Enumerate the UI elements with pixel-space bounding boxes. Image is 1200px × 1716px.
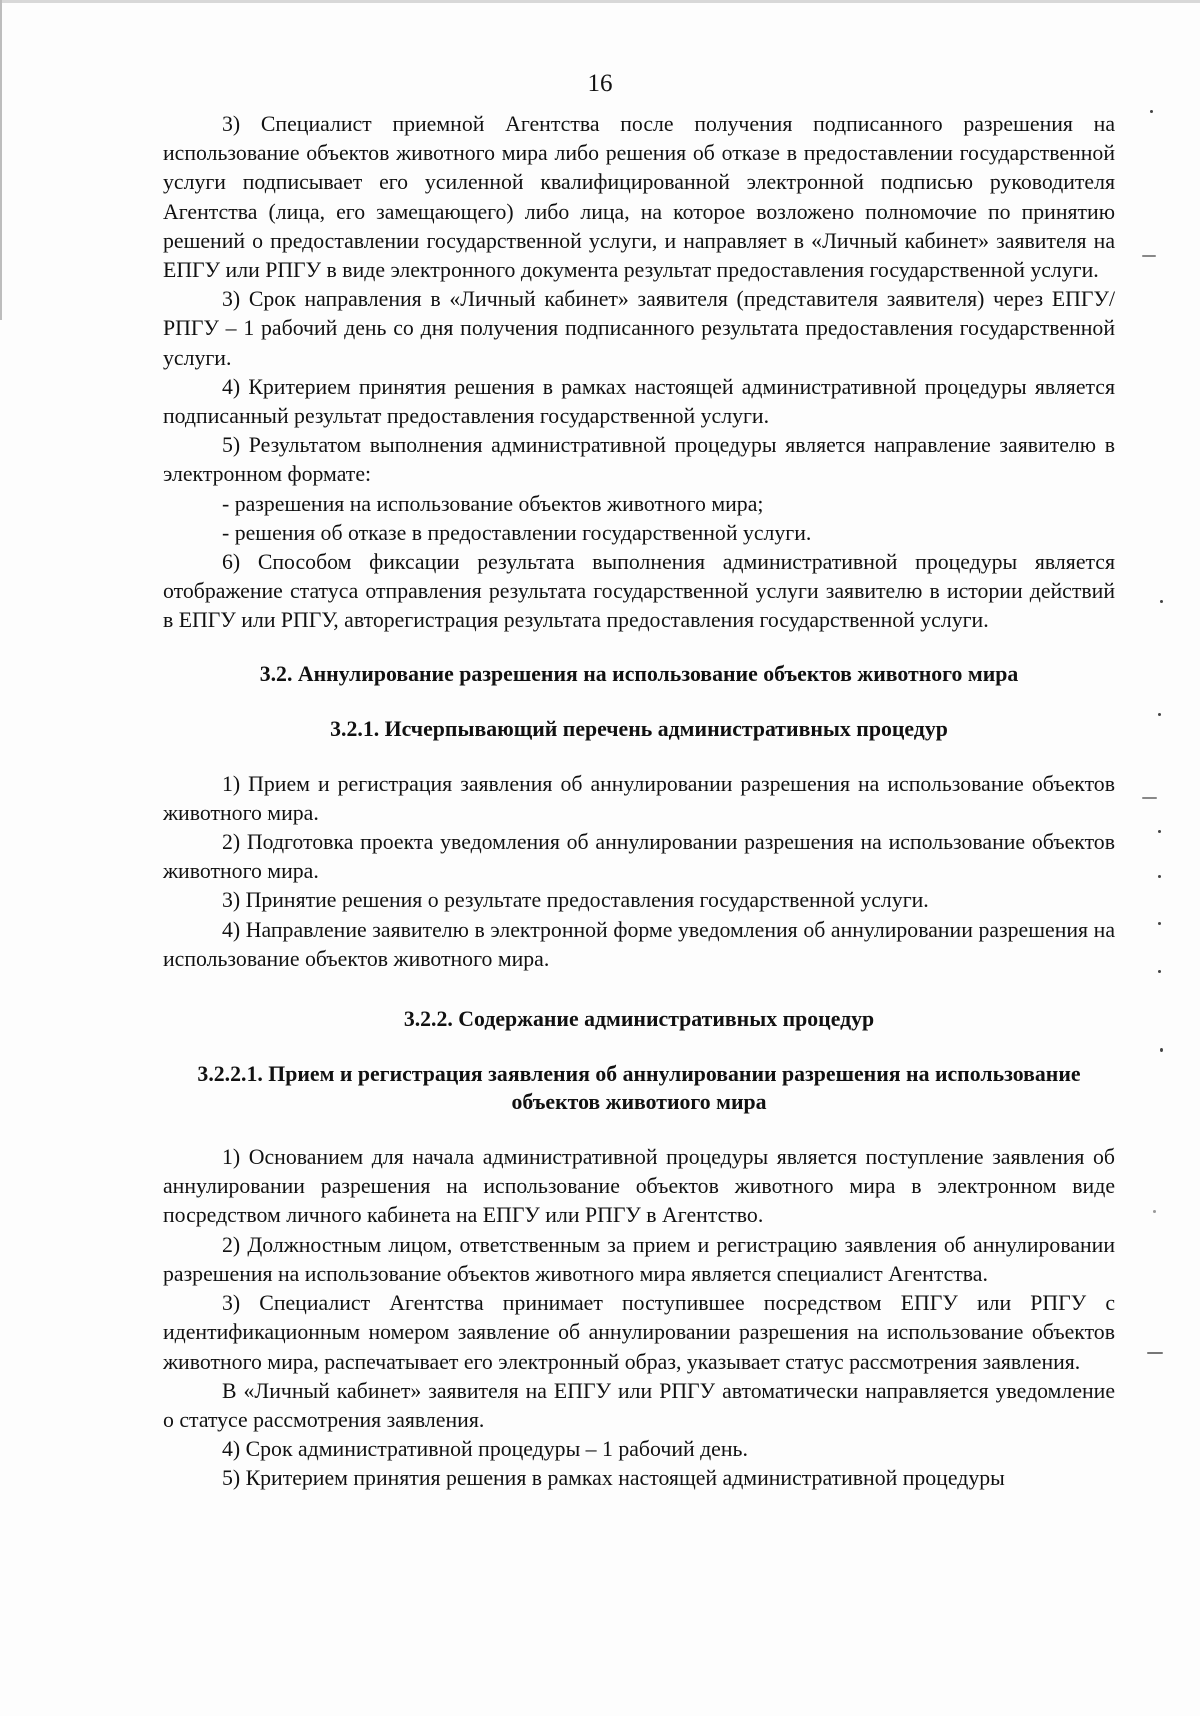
list-item: 3) Принятие решения о результате предоставления государственной услуги. <box>222 888 929 913</box>
list-item: 1) Прием и регистрация заявления об аннулировании разрешения на использование объектов животного мира. <box>163 771 1115 825</box>
section-heading-3-2-2-1: 3.2.2.1. Прием и регистрация заявления об аннулировании разрешения на использование объектов животиого мира <box>197 1062 1081 1115</box>
paragraph: 5) Критерием принятия решения в рамках настоящей административной процедуры <box>222 1466 1005 1491</box>
scan-speck <box>1158 922 1161 925</box>
list-item: 4) Направление заявителю в электронной форме уведомления об аннулировании разрешения на использование объектов животного мира. <box>163 917 1115 971</box>
scan-edge-top <box>0 0 1200 3</box>
scan-speck <box>1142 255 1156 257</box>
scan-speck <box>1153 1210 1156 1213</box>
paragraph: 1) Основанием для начала административной процедуры является поступление заявления об аннулировании разрешения на использование объектов животного мира в электронном виде посредством личного кабинета на ЕПГУ или РПГУ в Агентство. <box>163 1145 1115 1228</box>
paragraph: 3) Специалист Агентства принимает поступившее посредством ЕПГУ или РПГУ с идентификационным номером заявление об аннулировании разрешения на использование объектов животного мира, распечатывает его электронный образ, указывает статус рассмотрения заявления. <box>163 1291 1115 1374</box>
scan-speck <box>1158 830 1161 833</box>
paragraph: 3) Срок направления в «Личный кабинет» заявителя (представителя заявителя) через ЕПГУ/РПГУ – 1 рабочий день со дня получения подписанного результата предоставления государственной услуги. <box>163 287 1115 370</box>
scan-speck <box>1150 110 1153 113</box>
paragraph: В «Личный кабинет» заявителя на ЕПГУ или РПГУ автоматически направляется уведомление о статусе рассмотрения заявления. <box>163 1378 1115 1432</box>
paragraph: 5) Результатом выполнения административной процедуры является направление заявителю в электронном формате: <box>163 433 1115 487</box>
page-number: 16 <box>587 70 613 97</box>
list-item: 2) Подготовка проекта уведомления об аннулировании разрешения на использование объектов животного мира. <box>163 830 1115 884</box>
scan-speck <box>1160 1048 1163 1052</box>
paragraph: 2) Должностным лицом, ответственным за прием и регистрацию заявления об аннулировании разрешения на использование объектов животного мира является специалист Агентства. <box>163 1232 1115 1286</box>
paragraph: 6) Способом фиксации результата выполнения административной процедуры является отображение статуса отправления результата государственной услуги заявителю в истории действий в ЕПГУ или РПГУ, авторегистрация результата предоставления государственной услуги. <box>163 550 1115 633</box>
section-heading-3-2-1: 3.2.1. Исчерпывающий перечень административных процедур <box>330 716 948 741</box>
scan-edge-left <box>0 0 2 320</box>
list-item: - решения об отказе в предоставлении государственной услуги. <box>222 520 812 545</box>
document-body <box>163 110 1115 1494</box>
paragraph: 4) Критерием принятия решения в рамках настоящей административной процедуры является подписанный результат предоставления государственной услуги. <box>163 374 1115 429</box>
scan-speck <box>1158 970 1161 973</box>
section-heading-3-2-2: 3.2.2. Содержание административных процедур <box>403 1007 875 1032</box>
paragraph: 3) Специалист приемной Агентства после получения подписанного разрешения на использование объектов животного мира либо решения об отказе в предоставлении государственной услуги подписывает его усиленной квалифицированной электронной подписью руководителя Агентства (лица, его замещающего) либо лица, на которое возложено полномочие по принятию решений о предоставлении государственной услуги, и направляет в «Личный кабинет» заявителя на ЕПГУ или РПГУ в виде электронного документа результат предоставления государственной услуги. <box>163 112 1115 283</box>
scan-speck <box>1160 600 1163 603</box>
section-heading-3-2: 3.2. Аннулирование разрешения на использование объектов животного мира <box>259 661 1019 686</box>
scan-speck <box>1147 1352 1163 1354</box>
paragraph: 4) Срок административной процедуры – 1 рабочий день. <box>222 1437 748 1462</box>
list-item: - разрешения на использование объектов животного мира; <box>222 491 764 516</box>
scan-speck <box>1158 713 1161 716</box>
scan-speck <box>1142 797 1157 799</box>
scan-speck <box>1158 875 1161 878</box>
